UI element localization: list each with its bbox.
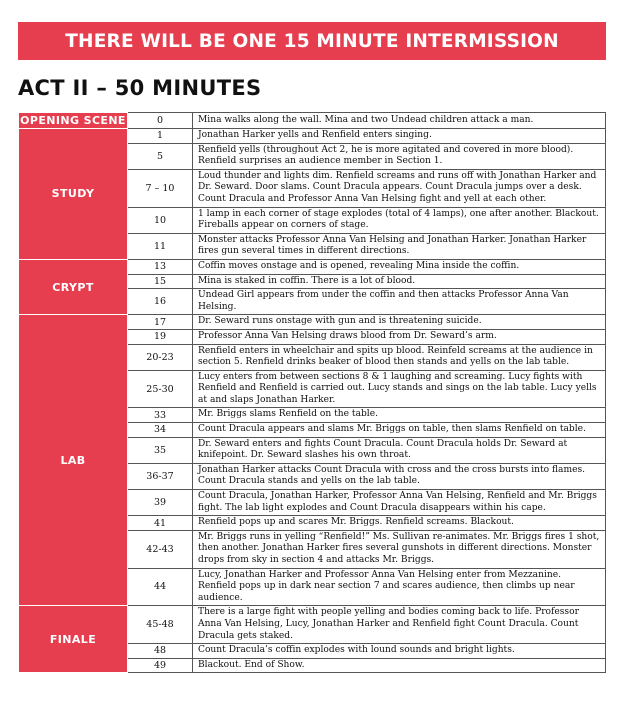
event-description: Monster attacks Professor Anna Van Helsing and Jonathan Harker. Jonathan Harker fires gun several times in different directions. [193,233,606,259]
time-cell: 1 [128,129,193,144]
time-cell: 19 [128,329,193,344]
event-description: Count Dracula appears and slams Mr. Briggs on table, then slams Renfield on table. [193,423,606,438]
intermission-banner: THERE WILL BE ONE 15 MINUTE INTERMISSION [18,22,606,60]
time-cell: 0 [128,113,193,129]
time-cell: 17 [128,315,193,330]
time-cell: 39 [128,490,193,516]
act-title: ACT II – 50 MINUTES [18,76,262,100]
time-cell: 10 [128,207,193,233]
time-cell: 20-23 [128,344,193,370]
time-cell: 5 [128,143,193,169]
event-description: Mina walks along the wall. Mina and two Undead children attack a man. [193,113,606,129]
event-description: Loud thunder and lights dim. Renfield screams and runs off with Jonathan Harker and Dr. Seward. Door slams. Count Dracula appears. Count Dracula jumps over a desk. Count Dracula and Professor Anna Van Helsing fight and yell at each other. [193,169,606,207]
schedule-body [19,113,606,673]
schedule-row [19,113,606,129]
schedule-table [18,112,606,673]
scene-label: LAB [19,315,128,606]
time-cell: 49 [128,658,193,673]
scene-label: FINALE [19,606,128,673]
event-description: Count Dracula’s coffin explodes with lound sounds and bright lights. [193,644,606,659]
event-description: Mr. Briggs slams Renfield on the table. [193,408,606,423]
event-description: Lucy enters from between sections 8 & 1 laughing and screaming. Lucy fights with Renfield and Renfield is carried out. Lucy stands and sings on the lab table. Lucy yells at and slaps Jonathan Harker. [193,370,606,408]
event-description: Coffin moves onstage and is opened, revealing Mina inside the coffin. [193,259,606,274]
schedule-row [19,129,606,144]
time-cell: 25-30 [128,370,193,408]
scene-label: CRYPT [19,259,128,314]
time-cell: 11 [128,233,193,259]
event-description: Count Dracula, Jonathan Harker, Professor Anna Van Helsing, Renfield and Mr. Briggs fight. The lab light explodes and Count Dracula disappears within his cape. [193,490,606,516]
time-cell: 13 [128,259,193,274]
time-cell: 44 [128,568,193,606]
schedule-row [19,606,606,644]
event-description: Mr. Briggs runs in yelling “Renfield!” Ms. Sullivan re-animates. Mr. Briggs fires 1 shot, then another. Jonathan Harker fires several gunshots in different directions. Monster drops from sky in section 4 and attacks Mr. Briggs. [193,530,606,568]
event-description: Blackout. End of Show. [193,658,606,673]
time-cell: 41 [128,516,193,531]
time-cell: 35 [128,437,193,463]
time-cell: 15 [128,274,193,289]
time-cell: 16 [128,289,193,315]
event-description: Professor Anna Van Helsing draws blood from Dr. Seward’s arm. [193,329,606,344]
event-description: Renfield pops up and scares Mr. Briggs. Renfield screams. Blackout. [193,516,606,531]
event-description: Renfield enters in wheelchair and spits up blood. Reinfeld screams at the audience in section 5. Renfield drinks beaker of blood then stands and yells on the lab table. [193,344,606,370]
event-description: 1 lamp in each corner of stage explodes (total of 4 lamps), one after another. Blackout. Fireballs appear on corners of stage. [193,207,606,233]
time-cell: 34 [128,423,193,438]
time-cell: 33 [128,408,193,423]
event-description: There is a large fight with people yelling and bodies coming back to life. Professor Anna Van Helsing, Lucy, Jonathan Harker and Renfield fight Count Dracula. Count Dracula gets staked. [193,606,606,644]
scene-label: OPENING SCENE [20,114,126,127]
event-description: Jonathan Harker yells and Renfield enters singing. [193,129,606,144]
event-description: Mina is staked in coffin. There is a lot of blood. [193,274,606,289]
time-cell: 7 – 10 [128,169,193,207]
scene-label: STUDY [19,129,128,260]
event-description: Lucy, Jonathan Harker and Professor Anna Van Helsing enter from Mezzanine. Renfield pops up in dark near section 7 and scares audience, then climbs up near audience. [193,568,606,606]
schedule-row [19,259,606,274]
time-cell: 36-37 [128,463,193,489]
event-description: Renfield yells (throughout Act 2, he is more agitated and covered in more blood). Renfield surprises an audience member in Section 1. [193,143,606,169]
time-cell: 48 [128,644,193,659]
time-cell: 45-48 [128,606,193,644]
event-description: Dr. Seward runs onstage with gun and is threatening suicide. [193,315,606,330]
time-cell: 42-43 [128,530,193,568]
event-description: Undead Girl appears from under the coffin and then attacks Professor Anna Van Helsing. [193,289,606,315]
schedule-row [19,315,606,330]
event-description: Jonathan Harker attacks Count Dracula with cross and the cross bursts into flames. Count Dracula stands and yells on the lab table. [193,463,606,489]
event-description: Dr. Seward enters and fights Count Dracula. Count Dracula holds Dr. Seward at knifepoint. Dr. Seward slashes his own throat. [193,437,606,463]
